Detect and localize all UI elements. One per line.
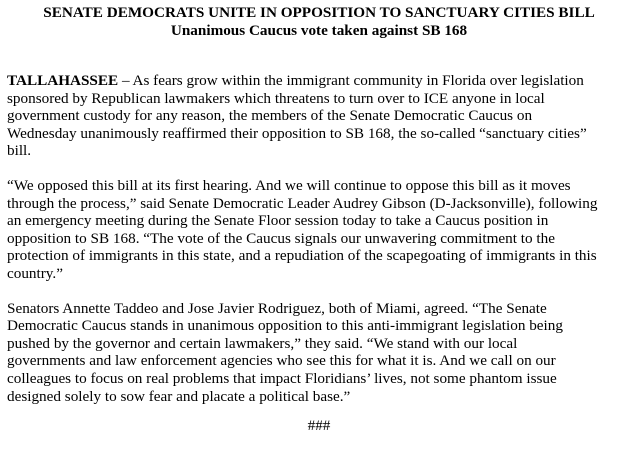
paragraph-3-line: pushed by the governor and certain lawmakers,” they said. “We stand with our local: [7, 334, 518, 352]
press-release: [7, 4, 631, 435]
paragraph-2-line: protection of immigrants in this state, and a repudiation of the scapegoating of immigrants in this: [7, 247, 597, 265]
headline: SENATE DEMOCRATS UNITE IN OPPOSITION TO SANCTUARY CITIES BILL: [43, 4, 595, 21]
paragraph-1-line: government custody for any reason, the members of the Senate Democratic Caucus on: [7, 107, 533, 125]
paragraph-2-line: country.”: [7, 264, 63, 282]
paragraph-1-line: sponsored by Republican lawmakers which threatens to turn over to ICE anyone in local: [7, 89, 545, 107]
paragraph-1-line: Wednesday unanimously reaffirmed their opposition to SB 168, the so-called “sanctuary cities”: [7, 124, 587, 142]
paragraph-2-line: opposition to SB 168. “The vote of the Caucus signals our unwavering commitment to the: [7, 229, 555, 247]
paragraph-3-line: colleagues to focus on real problems that impact Floridians’ lives, not some phantom issue: [7, 369, 557, 387]
paragraph-3: [7, 300, 631, 406]
paragraph-2-line: “We opposed this bill at its first hearing. And we will continue to oppose this bill as it moves: [7, 176, 571, 194]
paragraph-3-line: governments and law enforcement agencies who see this for what it is. And we call on our: [7, 352, 556, 370]
paragraph-2-line: through the process,” said Senate Democratic Leader Audrey Gibson (D-Jacksonville), following: [7, 194, 598, 212]
paragraph-1-line: bill.: [7, 142, 32, 160]
paragraph-3-line: Senators Annette Taddeo and Jose Javier Rodriguez, both of Miami, agreed. “The Senate: [7, 299, 547, 317]
paragraph-3-line: designed solely to sow fear and placate a political base.”: [7, 387, 351, 405]
paragraph-1-line-1: [7, 72, 631, 90]
paragraph-3-line: Democratic Caucus stands in unanimous opposition to this anti-immigrant legislation being: [7, 317, 563, 335]
paragraph-1-line-1-text: – As fears grow within the immigrant community in Florida over legislation: [118, 72, 584, 89]
subheadline: Unanimous Caucus vote taken against SB 168: [170, 22, 468, 39]
paragraph-2-line: an emergency meeting during the Senate Floor session today to take a Caucus position in: [7, 212, 549, 230]
paragraph-2: [7, 177, 631, 283]
end-mark: ###: [307, 417, 331, 435]
dateline: TALLAHASSEE: [7, 72, 119, 89]
paragraph-1: [7, 72, 631, 160]
